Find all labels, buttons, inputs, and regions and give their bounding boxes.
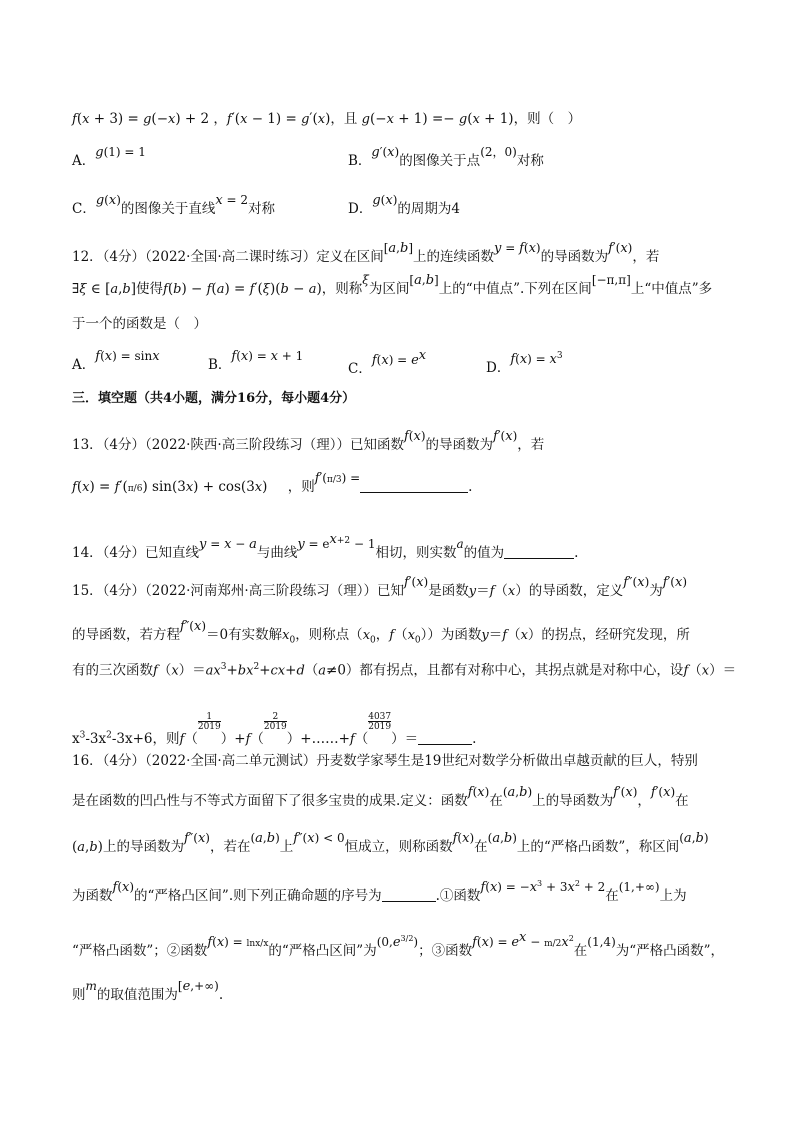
q11-stem: f(x + 3) = g(−x) + 2 ，f′(x − 1) = g′(x)，且 g(−x + 1) =− g(x + 1)，则（ ）	[72, 111, 582, 127]
q16-line3: (a,b)上的导函数为f″(x)，若在(a,b)上f″(x) < 0恒成立，则称函数f(x)在(a,b)上的“严格凸函数”，称区间(a,b)	[72, 831, 709, 855]
q11-option-b: B．g′(x)的图像关于点(2，0)对称	[348, 145, 544, 169]
q13-answer-blank[interactable]	[360, 478, 468, 493]
q14-answer-blank[interactable]	[504, 544, 574, 559]
q15-line2: 的导函数，若方程f″(x)＝0有实数解$x_0$，则称点（$x_0$，$f(x_0)$）为函数y＝f（x）的拐点，经研究发现，所	[72, 619, 690, 646]
q16-line5: “严格凸函数”；②函数f(x) = lnx/x的“严格凸区间”为$(0,e^{3/2})$；③函数$f(x) = e^x - m/2x^2$在(1,4)为“严格凸函数”，	[72, 930, 725, 959]
q12-line2: ∃ξ ∈ [a,b]使得f(b) − f(a) = f′(ξ)(b − a)，则称ξ为区间[a,b]上的“中值点”.下列在区间[−π,π]上“中值点”多	[72, 273, 713, 297]
q13-line1: 13．（4分）（2022·陕西·高三阶段练习（理））已知函数f(x)的导函数为f′(x)，若	[72, 429, 545, 453]
section-title: 三．填空题（共4小题，满分16分，每小题4分）	[72, 391, 356, 406]
q16-line6: 则m的取值范围为[e,+∞).	[72, 979, 224, 1003]
q11-option-d: D．g(x)的周期为4	[348, 193, 460, 217]
q12-line1: 12．（4分）（2022·全国·高二课时练习）定义在区间[a,b]上的连续函数y = f(x)的导函数为f′(x)，若	[72, 241, 660, 265]
q15-line4: $x^3-3x^2-3x+6$，则f（1 2019）+f（2 2019）+……+f（4037 2019）＝ .	[72, 712, 477, 747]
q16-answer-blank[interactable]	[382, 887, 436, 902]
q12-line3: 于一个的函数是（ ）	[72, 316, 207, 332]
q15-answer-blank[interactable]	[418, 730, 472, 745]
q13-line2: f(x) = f′(π/6) sin(3x) + cos(3x) ，则f′(π/3) =.	[72, 471, 473, 495]
q15-line1: 15．（4分）（2022·河南郑州·高三阶段练习（理））已知f′(x)是函数y＝f（x）的导函数，定义f″(x)为f′(x)	[72, 575, 687, 599]
q12-option-b: B．f(x) = x + 1	[208, 349, 304, 373]
q14-line1: 14．（4分）已知直线y = x − a与曲线$y = e^{x+2} - 1$相切，则实数a的值为 .	[72, 532, 579, 561]
q16-line1: 16．（4分）（2022·全国·高二单元测试）丹麦数学家琴生是19世纪对数学分析做出卓越贡献的巨人，特别	[72, 753, 698, 769]
q12-option-a: A．f(x) = sinx	[72, 349, 160, 373]
q11-option-c: C．g(x)的图像关于直线x = 2对称	[72, 193, 276, 217]
q16-line2: 是在函数的凹凸性与不等式方面留下了很多宝贵的成果.定义：函数f(x)在(a,b)上的导函数为f′(x)，f′(x)在	[72, 785, 689, 809]
q12-option-c: C．$f(x) = e^x$	[348, 348, 427, 377]
q12-option-d: D．$f(x) = x^3$	[486, 351, 563, 376]
q15-line3: 有的三次函数$f(x)=ax^3+bx^2+cx+d(a\ne 0)$都有拐点，且都有对称中心，其拐点就是对称中心，设f（x）＝	[72, 662, 737, 679]
q11-option-a: A．g(1) = 1	[72, 145, 146, 169]
q16-line4: 为函数f(x)的“严格凸区间”.则下列正确命题的序号为 .①函数$f(x) = -x^3 + 3x^2 + 2$在(1,+∞)上为	[72, 879, 687, 904]
